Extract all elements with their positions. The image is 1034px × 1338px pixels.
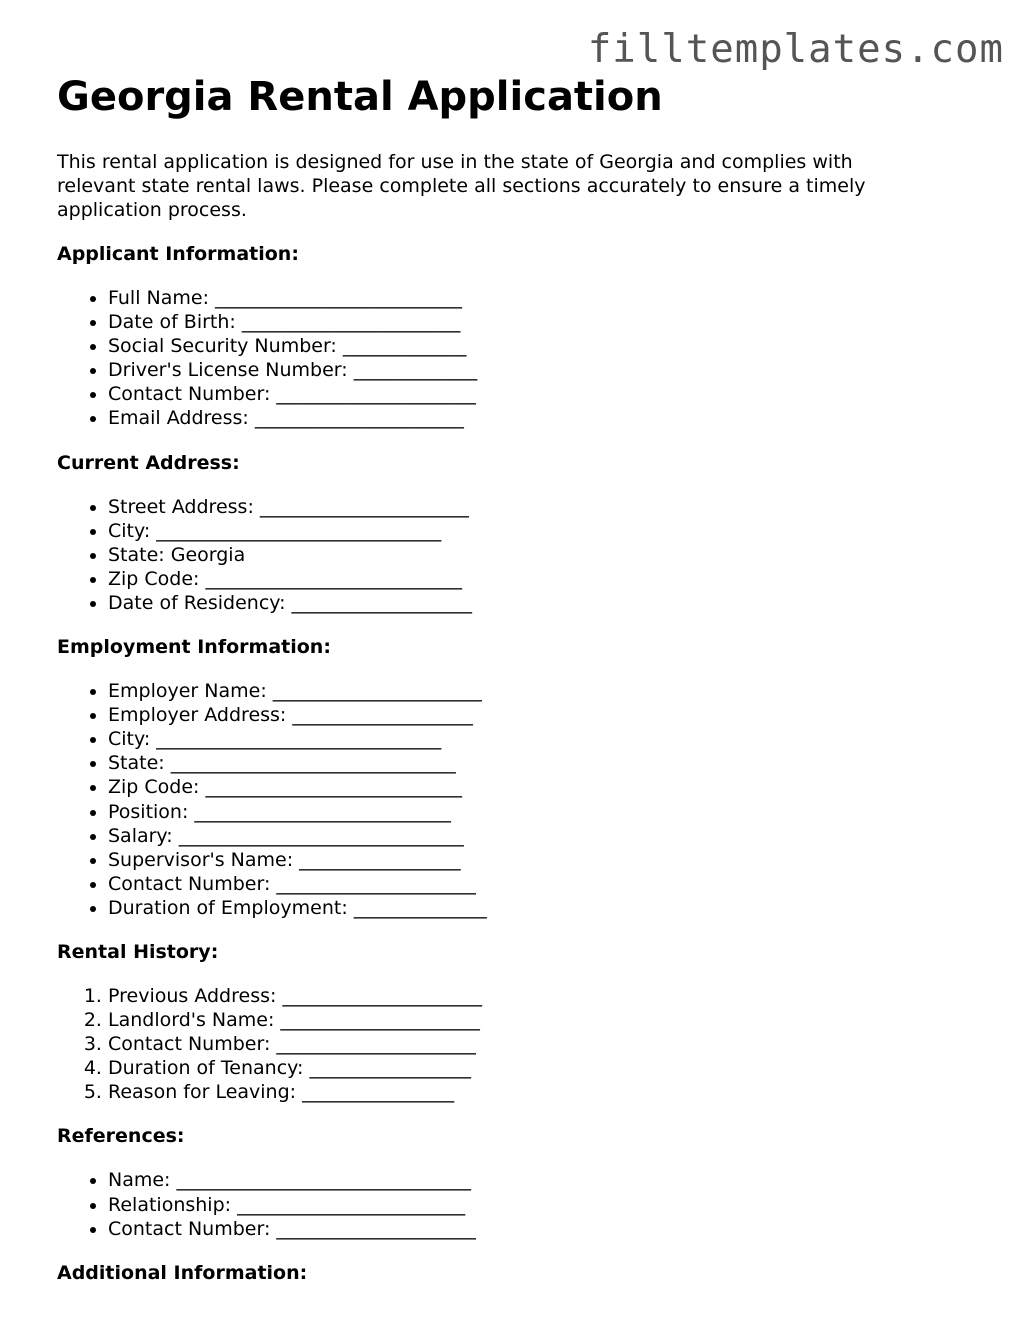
section-heading-rental-history: Rental History:: [57, 940, 219, 963]
field-employer-city[interactable]: • City: ______________________________: [108, 727, 957, 751]
document-page: [57, 72, 957, 1285]
section-heading-additional: Additional Information:: [57, 1261, 308, 1284]
field-full-name[interactable]: • Full Name: __________________________: [108, 286, 957, 310]
field-tenancy-duration[interactable]: 4. Duration of Tenancy: _________________: [108, 1056, 957, 1080]
field-email[interactable]: • Email Address: ______________________: [108, 406, 957, 430]
field-date-of-birth[interactable]: • Date of Birth: _______________________: [108, 310, 957, 334]
field-state: • State: Georgia: [108, 543, 957, 567]
references-field-list: [57, 1168, 957, 1240]
field-reason-for-leaving[interactable]: 5. Reason for Leaving: ________________: [108, 1080, 957, 1104]
section-heading-applicant: Applicant Information:: [57, 243, 299, 265]
page-title: Georgia Rental Application: [57, 74, 663, 120]
rental-history-field-list: [57, 984, 957, 1104]
field-employer-zip[interactable]: • Zip Code: ___________________________: [108, 775, 957, 799]
field-employment-duration[interactable]: • Duration of Employment: ______________: [108, 896, 957, 920]
field-street-address[interactable]: • Street Address: ______________________: [108, 495, 957, 519]
field-city[interactable]: • City: ______________________________: [108, 519, 957, 543]
section-heading-current-address: Current Address:: [57, 451, 240, 474]
field-employer-address[interactable]: • Employer Address: ___________________: [108, 703, 957, 727]
watermark: filltemplates.com: [587, 27, 1004, 72]
employment-field-list: [57, 679, 957, 920]
field-previous-address[interactable]: 1. Previous Address: _____________________: [108, 984, 957, 1008]
field-position[interactable]: • Position: ___________________________: [108, 800, 957, 824]
field-employer-state[interactable]: • State: ______________________________: [108, 751, 957, 775]
field-reference-contact[interactable]: • Contact Number: _____________________: [108, 1217, 957, 1241]
current-address-field-list: [57, 495, 957, 615]
field-ssn[interactable]: • Social Security Number: _____________: [108, 334, 957, 358]
field-landlord-name[interactable]: 2. Landlord's Name: _____________________: [108, 1008, 957, 1032]
field-reference-name[interactable]: • Name: _______________________________: [108, 1168, 957, 1192]
intro-paragraph: This rental application is designed for use in the state of Georgia and complies with relevant state rental laws. Please complete all sections accurately to ensure a timely application process.: [57, 151, 866, 221]
field-salary[interactable]: • Salary: ______________________________: [108, 824, 957, 848]
field-contact-number[interactable]: • Contact Number: _____________________: [108, 382, 957, 406]
field-drivers-license[interactable]: • Driver's License Number: _____________: [108, 358, 957, 382]
field-supervisor-name[interactable]: • Supervisor's Name: _________________: [108, 848, 957, 872]
section-heading-references: References:: [57, 1125, 185, 1148]
field-zip-code[interactable]: • Zip Code: ___________________________: [108, 567, 957, 591]
field-employer-contact[interactable]: • Contact Number: _____________________: [108, 872, 957, 896]
section-heading-employment: Employment Information:: [57, 636, 331, 659]
applicant-field-list: [57, 286, 957, 431]
field-date-of-residency[interactable]: • Date of Residency: ___________________: [108, 591, 957, 615]
field-landlord-contact[interactable]: 3. Contact Number: _____________________: [108, 1032, 957, 1056]
field-employer-name[interactable]: • Employer Name: ______________________: [108, 679, 957, 703]
field-reference-relationship[interactable]: • Relationship: ________________________: [108, 1193, 957, 1217]
